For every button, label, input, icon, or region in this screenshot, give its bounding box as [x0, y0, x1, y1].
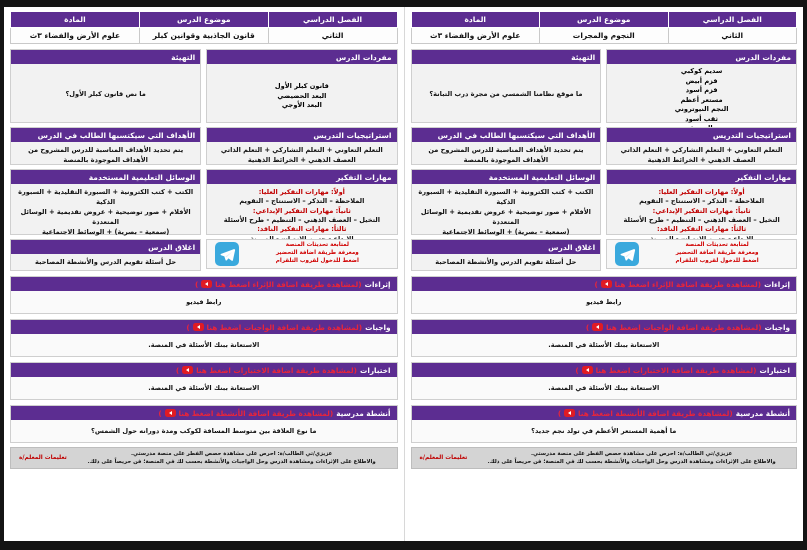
enrichment-section [411, 276, 798, 314]
list-item: قانون كبلر الأول [274, 82, 329, 90]
table-row [411, 28, 797, 44]
vocabulary-list [207, 64, 396, 116]
strategies-line-2: العصف الذهني + الخرائط الذهنية [247, 155, 356, 164]
strategies-body [207, 142, 396, 170]
thinking-group-head: أولاً: مهارات التفكير العليا: [258, 188, 345, 196]
telegram-promo[interactable] [606, 239, 797, 269]
enrichment-subtitle: (لمشاهدة طريقة اضافة الإثراء اضغط هنا [215, 279, 362, 289]
enrichment-title: إثراءات [364, 279, 391, 289]
teaching-media-box [411, 169, 602, 235]
school-activities-tail: ) [557, 408, 562, 418]
objectives-title: الأهداف التي سيكتسبها الطالب في الدرس [412, 128, 601, 142]
objectives-title: الأهداف التي سيكتسبها الطالب في الدرس [11, 128, 200, 142]
teaching-media-body [11, 184, 200, 241]
list-item: قزم أبيض [685, 76, 718, 85]
strategies-line-1: التعلم التعاوني + التعلم التشاركي + التعلم الذاتي [620, 146, 783, 154]
school-activities-subtitle: (لمشاهدة طريقة اضافة الأنشطة اضغط هنا [178, 408, 334, 418]
closing-text: حل أسئلة تقويم الدرس والأنشطة المصاحبة [435, 258, 577, 266]
telegram-line-1: لمتابعة تحديثات المنصة [285, 242, 349, 249]
objectives-text: يتم تحديد الأهداف المناسبة للدرس المشروح من الأهداف الموجودة بالمنصة [28, 146, 184, 164]
preparation-text: ما نص قانون كبلر الأول؟ [65, 90, 146, 99]
teacher-instructions-line-1: عزيزي/تي الطالب/ة: احرص على مشاهدة حصص الفطر على منصة مدرستي. [531, 451, 733, 457]
teacher-instructions-line-2: والاطلاع على الإثراءات ومشاهدة الدرس وحل الواجبات والأنشطة بحسب لك في المنصة؛ فن حريصاً على ذلك. [87, 459, 376, 466]
tests-title: اختبارات [360, 365, 391, 375]
teacher-instructions [411, 447, 798, 469]
enrichment-header[interactable] [412, 277, 797, 291]
vocabulary-title: مفردات الدرس [207, 50, 396, 64]
lesson-info-table [10, 11, 398, 44]
objectives-box [411, 127, 602, 165]
boxes-grid [411, 49, 798, 271]
list-item: قزم أسود [685, 86, 718, 95]
strategies-box [606, 127, 797, 165]
table-header-row [11, 12, 398, 28]
objectives-text: يتم تحديد الأهداف المناسبة للدرس المشروح من الأهداف الموجودة بالمنصة [428, 146, 584, 164]
closing-box [411, 239, 602, 271]
header-semester: الفصل الدراسي [668, 12, 797, 28]
tests-body: الاستعانة ببنك الأسئلة في المنصة. [148, 384, 260, 392]
thinking-skills-box [206, 169, 397, 235]
school-activities-section [411, 405, 798, 443]
play-icon[interactable] [564, 409, 575, 417]
list-item: ثقب أسود [685, 114, 718, 123]
table-header-row [411, 12, 797, 28]
homework-section [10, 319, 398, 357]
value-subject: علوم الأرض والفضاء ٣ث [411, 28, 540, 44]
boxes-grid [10, 49, 398, 271]
homework-section [411, 319, 798, 357]
thinking-group-body: الملاحظة – التذكر – الاستنتاج – التقويم [239, 197, 365, 206]
list-item: البعد الأوجي [281, 101, 322, 110]
strategies-box [206, 127, 397, 165]
boxes-column-secondary [206, 49, 397, 271]
teacher-instructions-label: تعليمات المعلم/ة [19, 455, 67, 462]
lesson-sheet-left [404, 7, 804, 541]
vocabulary-box [206, 49, 397, 123]
enrichment-tail: ) [594, 279, 598, 289]
strategies-title: استراتيجيات التدريس [607, 128, 796, 142]
tests-section [10, 362, 398, 400]
tests-header[interactable] [412, 363, 797, 377]
homework-title: واجبات [764, 322, 790, 332]
telegram-line-3: اضغط للدخول لقروب التلقرام [275, 257, 359, 264]
school-activities-body: ما أهمية المستعر الأعظم في تولد نجم جديد؟ [531, 427, 677, 435]
thinking-group-body: التخيل – العصف الذهني – التنظيم - طرح الأسئلة [223, 216, 380, 225]
lesson-sheet-right [4, 7, 404, 541]
closing-text: حل أسئلة تقويم الدرس والأنشطة المصاحبة [35, 258, 177, 266]
thinking-group-head: ثالثاً: مهارات التفكير الناقد: [257, 225, 347, 234]
play-icon[interactable] [601, 280, 612, 288]
telegram-icon[interactable] [215, 242, 239, 266]
school-activities-subtitle: (لمشاهدة طريقة اضافة الأنشطة اضغط هنا [578, 408, 733, 418]
thinking-skills-box [606, 169, 797, 235]
telegram-promo-text [646, 242, 788, 266]
header-semester: الفصل الدراسي [268, 12, 397, 28]
play-icon[interactable] [193, 323, 204, 331]
thinking-group-head: أولاً: مهارات التفكير العليا: [658, 188, 745, 196]
header-topic: موضوع الدرس [540, 12, 669, 28]
telegram-icon[interactable] [615, 242, 639, 266]
teacher-instructions-line-2: والاطلاع على الإثراءات ومشاهدة الدرس وحل الواجبات والأنشطة بحسب لك في المنصة؛ فن حريصاً على ذلك. [487, 459, 776, 466]
teaching-media-title: الوسائل التعليمية المستخدمة [412, 170, 601, 184]
homework-header[interactable] [412, 320, 797, 334]
list-item: النجم النيوتروني [674, 105, 729, 114]
teacher-instructions [10, 447, 398, 469]
preparation-title: التهيئة [11, 50, 200, 64]
telegram-promo[interactable] [206, 239, 397, 269]
list-item: البعد الحضيضي [277, 91, 327, 100]
thinking-group-body: التخيل – العصف الذهني – التنظيم - طرح الأسئلة [623, 216, 780, 225]
homework-tail: ) [186, 322, 190, 332]
closing-title: اغلاق الدرس [412, 240, 601, 254]
value-topic: قانون الجاذبية وقوانين كبلر [139, 28, 268, 44]
thinking-group-body: الملاحظة – التذكر – الاستنتاج – التقويم [639, 197, 765, 206]
thinking-skills-title: مهارات التفكير [607, 170, 796, 184]
value-topic: النجوم والمجرات [540, 28, 669, 44]
boxes-column-secondary [606, 49, 797, 271]
media-line-3: (سمعية – بصرية) + الوسائط الاجتماعية [41, 227, 170, 236]
strategies-title: استراتيجيات التدريس [207, 128, 396, 142]
boxes-column-primary [411, 49, 602, 271]
homework-subtitle: (لمشاهدة طريقة اضافة الواجبات اضغط هنا [206, 322, 363, 332]
teacher-instructions-line-1: عزيزي/تي الطالب/ة: احرص على مشاهدة حصص الفطر على منصة مدرستي. [131, 451, 333, 457]
vocabulary-title: مفردات الدرس [607, 50, 796, 64]
closing-box [10, 239, 201, 271]
preparation-box [411, 49, 602, 123]
school-activities-title: أنشطة مدرسية [336, 408, 391, 418]
telegram-line-2: ومعرفة طريقة اضافة التحضير [275, 250, 359, 257]
thinking-skills-title: مهارات التفكير [207, 170, 396, 184]
strategies-line-1: التعلم التعاوني + التعلم التشاركي + التعلم الذاتي [220, 146, 383, 154]
sheet-spacer [411, 469, 798, 539]
play-icon[interactable] [182, 366, 193, 374]
tests-tail: ) [575, 365, 579, 375]
tests-section [411, 362, 798, 400]
header-subject: المادة [11, 12, 140, 28]
homework-title: واجبات [365, 322, 391, 332]
enrichment-body: رابط فيديو [186, 298, 222, 306]
enrichment-body: رابط فيديو [586, 298, 622, 306]
telegram-promo-text [246, 242, 388, 266]
thinking-group-head: ثانياً: مهارات التفكير الإبداعي: [652, 206, 751, 215]
strategies-body [607, 142, 796, 170]
enrichment-tail: ) [195, 279, 199, 289]
telegram-line-1: لمتابعة تحديثات المنصة [685, 242, 749, 249]
sheet-spacer [10, 469, 398, 539]
enrichment-subtitle: (لمشاهدة طريقة اضافة الإثراء اضغط هنا [614, 279, 762, 289]
list-item: سديم كوكبي [680, 67, 723, 75]
school-activities-title: أنشطة مدرسية [735, 408, 790, 418]
homework-body: الاستعانة ببنك الأسئلة في المنصة. [548, 341, 660, 349]
media-line-1: الكتب + كتب الكترونية + السبورة التقليدية + السبورة الذكية [18, 188, 194, 206]
objectives-box [10, 127, 201, 165]
tests-subtitle: (لمشاهدة طريقة اضافة الاختبارات اضغط هنا [196, 365, 357, 375]
media-line-2: الأفلام + صور توضيحية + عروض تقديمية + الوسائل المتعددة [20, 207, 191, 226]
teacher-instructions-label: تعليمات المعلم/ة [419, 455, 468, 462]
homework-subtitle: (لمشاهدة طريقة اضافة الواجبات اضغط هنا [606, 322, 762, 332]
school-activities-body: ما نوع العلاقة بين متوسط المسافة لكوكب ومدة دورانه حول الشمس؟ [91, 427, 317, 435]
play-icon[interactable] [582, 366, 593, 374]
enrichment-header[interactable] [11, 277, 397, 291]
header-topic: موضوع الدرس [139, 12, 268, 28]
teacher-instructions-text [471, 450, 792, 466]
vocabulary-box [606, 49, 797, 123]
thinking-group-head: ثالثاً: مهارات التفكير الناقد: [657, 225, 747, 234]
strategies-line-2: العصف الذهني + الخرائط الذهنية [647, 155, 756, 164]
closing-title: اغلاق الدرس [11, 240, 200, 254]
lesson-info-table [411, 11, 798, 44]
school-activities-header[interactable] [11, 406, 397, 420]
media-line-1: الكتب + كتب الكترونية + السبورة التقليدية + السبورة الذكية [418, 188, 594, 206]
school-activities-header[interactable] [412, 406, 797, 420]
tests-body: الاستعانة ببنك الأسئلة في المنصة. [548, 384, 660, 392]
media-line-3: (سمعية – بصرية) + الوسائط الاجتماعية [442, 227, 570, 236]
preparation-title: التهيئة [412, 50, 601, 64]
list-item: مستعر أعظم [680, 95, 723, 104]
tests-tail: ) [175, 365, 180, 375]
preparation-box [10, 49, 201, 123]
enrichment-section [10, 276, 398, 314]
homework-header[interactable] [11, 320, 397, 334]
play-icon[interactable] [592, 323, 603, 331]
telegram-line-2: ومعرفة طريقة اضافة التحضير [675, 250, 759, 257]
teaching-media-body [412, 184, 601, 241]
tests-header[interactable] [11, 363, 397, 377]
telegram-line-3: اضغط للدخول لقروب التلقرام [675, 257, 759, 264]
value-semester: الثاني [268, 28, 397, 44]
teaching-media-box [10, 169, 201, 235]
thinking-group-head: ثانياً: مهارات التفكير الإبداعي: [252, 206, 351, 215]
boxes-column-primary [10, 49, 201, 271]
value-subject: علوم الأرض والفضاء ٣ث [11, 28, 140, 44]
play-icon[interactable] [165, 409, 176, 417]
school-activities-tail: ) [158, 408, 162, 418]
tests-title: اختبارات [759, 365, 790, 375]
tests-subtitle: (لمشاهدة طريقة اضافة الاختبارات اضغط هنا [595, 365, 757, 375]
school-activities-section [10, 405, 398, 443]
value-semester: الثاني [668, 28, 797, 44]
header-subject: المادة [411, 12, 540, 28]
preparation-text: ما موقع نظامنا الشمسي من مجرة درب التبانة؟ [429, 90, 583, 99]
homework-body: الاستعانة ببنك الأسئلة في المنصة. [148, 341, 260, 349]
play-icon[interactable] [201, 280, 212, 288]
homework-tail: ) [585, 322, 589, 332]
media-line-2: الأفلام + صور توضيحية + عروض تقديمية + الوسائل المتعددة [420, 207, 591, 226]
enrichment-title: إثراءات [764, 279, 790, 289]
teacher-instructions-text [71, 450, 393, 466]
table-row [11, 28, 398, 44]
teaching-media-title: الوسائل التعليمية المستخدمة [11, 170, 200, 184]
